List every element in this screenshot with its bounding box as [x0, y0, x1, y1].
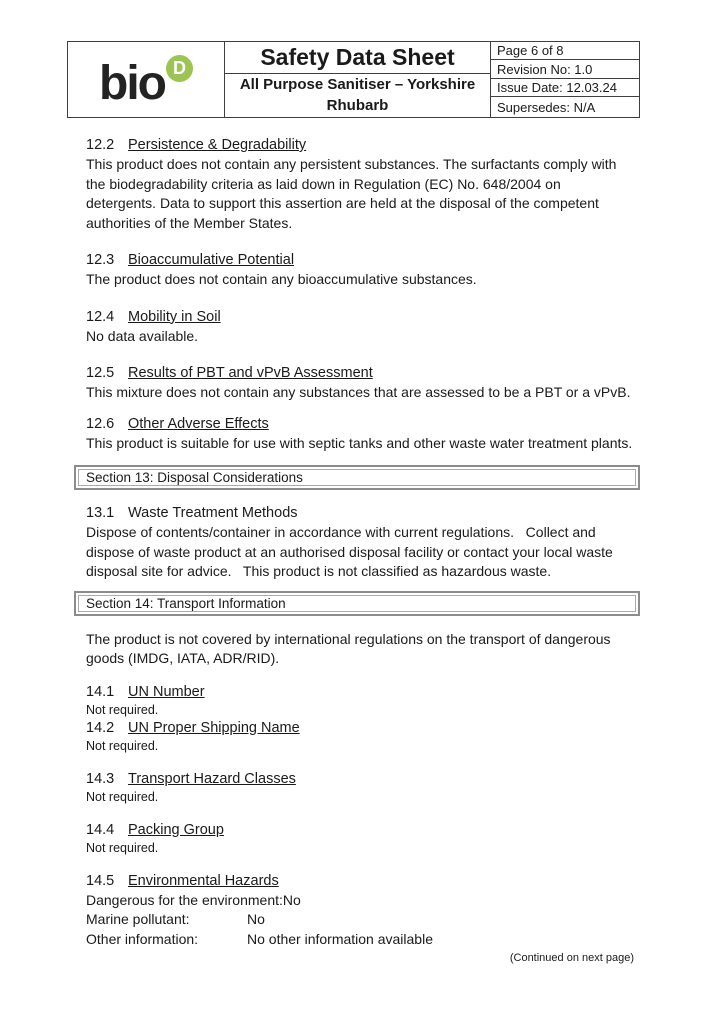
subsection-heading	[86, 504, 634, 523]
subsection-number: 14.5	[86, 872, 115, 889]
env-hazard-row	[86, 891, 634, 911]
subsection-heading	[86, 136, 634, 155]
section-14-banner: Section 14: Transport Information	[74, 591, 640, 616]
subsection-text: Not required.	[86, 789, 159, 804]
subsection-text: The product does not contain any bioaccumulative substances.	[86, 271, 477, 287]
intro-text: The product is not covered by international regulations on the transport of dangerous goods (IMDG, IATA, ADR/RID).	[86, 630, 615, 666]
subsection-title: Waste Treatment Methods	[128, 505, 298, 521]
product-name: All Purpose Sanitiser – Yorkshire Rhubarb	[239, 76, 476, 114]
document-title: Safety Data Sheet	[225, 42, 490, 74]
subsection-text: Not required.	[86, 702, 159, 717]
subsection-14-1	[86, 683, 634, 719]
subsection-title: UN Proper Shipping Name	[128, 719, 300, 736]
subsection-title: Bioaccumulative Potential	[128, 252, 295, 268]
env-hazard-row	[86, 930, 634, 950]
subsection-heading	[86, 821, 634, 840]
subsection-heading	[86, 308, 634, 327]
env-hazard-label: Other information:	[86, 930, 199, 947]
subsection-14-5	[86, 872, 634, 950]
continued-note: (Continued on next page)	[509, 952, 634, 964]
subsection-14-3	[86, 770, 634, 806]
document-body	[86, 136, 634, 453]
subsection-text: This product does not contain any persistent substances. The surfactants comply with the biodegradability criteria as laid down in Regulation (EC) No. 648/2004 on detergents. Data to support this assertion are held at the disposal of the competent authorities of the Member States.	[86, 156, 621, 231]
subsection-text: Not required.	[86, 840, 159, 855]
subsection-number: 12.5	[86, 365, 115, 381]
subsection-number: 14.4	[86, 821, 115, 838]
subsection-title: Persistence & Degradability	[128, 137, 307, 153]
document-header-table	[67, 41, 640, 118]
subsection-number: 14.1	[86, 683, 115, 700]
subsection-number: 14.2	[86, 719, 115, 736]
subsection-number: 12.4	[86, 308, 115, 325]
logo-cell	[68, 42, 225, 117]
subsection-title: Other Adverse Effects	[128, 415, 269, 432]
env-hazard-value: No	[282, 891, 301, 908]
subsection-12-4	[86, 308, 634, 347]
meta-supersedes: Supersedes: N/A	[497, 99, 596, 115]
subsection-12-6	[86, 415, 634, 454]
subsection-number: 14.3	[86, 770, 115, 787]
meta-revision: Revision No: 1.0	[491, 60, 639, 78]
section-13-body	[86, 504, 634, 582]
section-14-intro	[86, 630, 634, 669]
subsection-number: 13.1	[86, 505, 115, 521]
meta-issue-date: Issue Date: 12.03.24	[491, 79, 639, 97]
subsection-text: No data available.	[86, 327, 199, 344]
logo-d-badge-icon: D	[166, 55, 193, 82]
subsection-heading	[86, 719, 634, 738]
meta-cell	[491, 42, 639, 117]
subsection-title: Transport Hazard Classes	[128, 770, 296, 787]
subsection-heading	[86, 872, 634, 891]
subsection-title: UN Number	[128, 683, 205, 700]
subsection-heading	[86, 770, 634, 789]
logo-wordmark: bio	[99, 56, 165, 110]
section-14-body	[86, 630, 634, 965]
subsection-14-2	[86, 719, 634, 755]
subsection-number: 12.3	[86, 252, 115, 268]
subsection-12-5	[86, 364, 634, 403]
title-cell	[225, 42, 491, 117]
subsection-13-1	[86, 504, 634, 582]
subsection-12-2	[86, 136, 634, 233]
subsection-text: Dispose of contents/container in accordance with current regulations. Collect and dispose of waste product at an authorised disposal facility or contact your local waste disposal site for advice. This product is not classified as hazardous waste.	[86, 524, 617, 579]
subsection-heading	[86, 683, 634, 702]
subsection-14-4	[86, 821, 634, 857]
subsection-heading	[86, 415, 634, 434]
env-hazard-label: Dangerous for the environment:	[86, 891, 283, 908]
meta-page-number: Page 6 of 8	[491, 42, 639, 60]
env-hazard-label: Marine pollutant:	[86, 911, 190, 927]
subsection-text: Not required.	[86, 738, 159, 753]
subsection-title: Packing Group	[128, 821, 224, 838]
subsection-text: This product is suitable for use with septic tanks and other waste water treatment plants.	[86, 434, 633, 451]
env-hazard-row	[86, 910, 634, 930]
subsection-title: Environmental Hazards	[128, 872, 279, 889]
section-13-banner: Section 13: Disposal Considerations	[74, 465, 640, 490]
subsection-heading	[86, 251, 634, 270]
subsection-number: 12.2	[86, 137, 115, 153]
subsection-title: Results of PBT and vPvB Assessment	[128, 365, 373, 381]
subsection-text: This mixture does not contain any substances that are assessed to be a PBT or a vPvB.	[86, 384, 631, 400]
env-hazard-value: No other information available	[247, 930, 433, 947]
env-hazard-value: No	[247, 911, 265, 927]
subsection-title: Mobility in Soil	[128, 308, 221, 325]
bio-d-logo	[99, 53, 193, 110]
subsection-12-3	[86, 251, 634, 290]
subsection-heading	[86, 364, 634, 383]
subsection-number: 12.6	[86, 415, 115, 432]
